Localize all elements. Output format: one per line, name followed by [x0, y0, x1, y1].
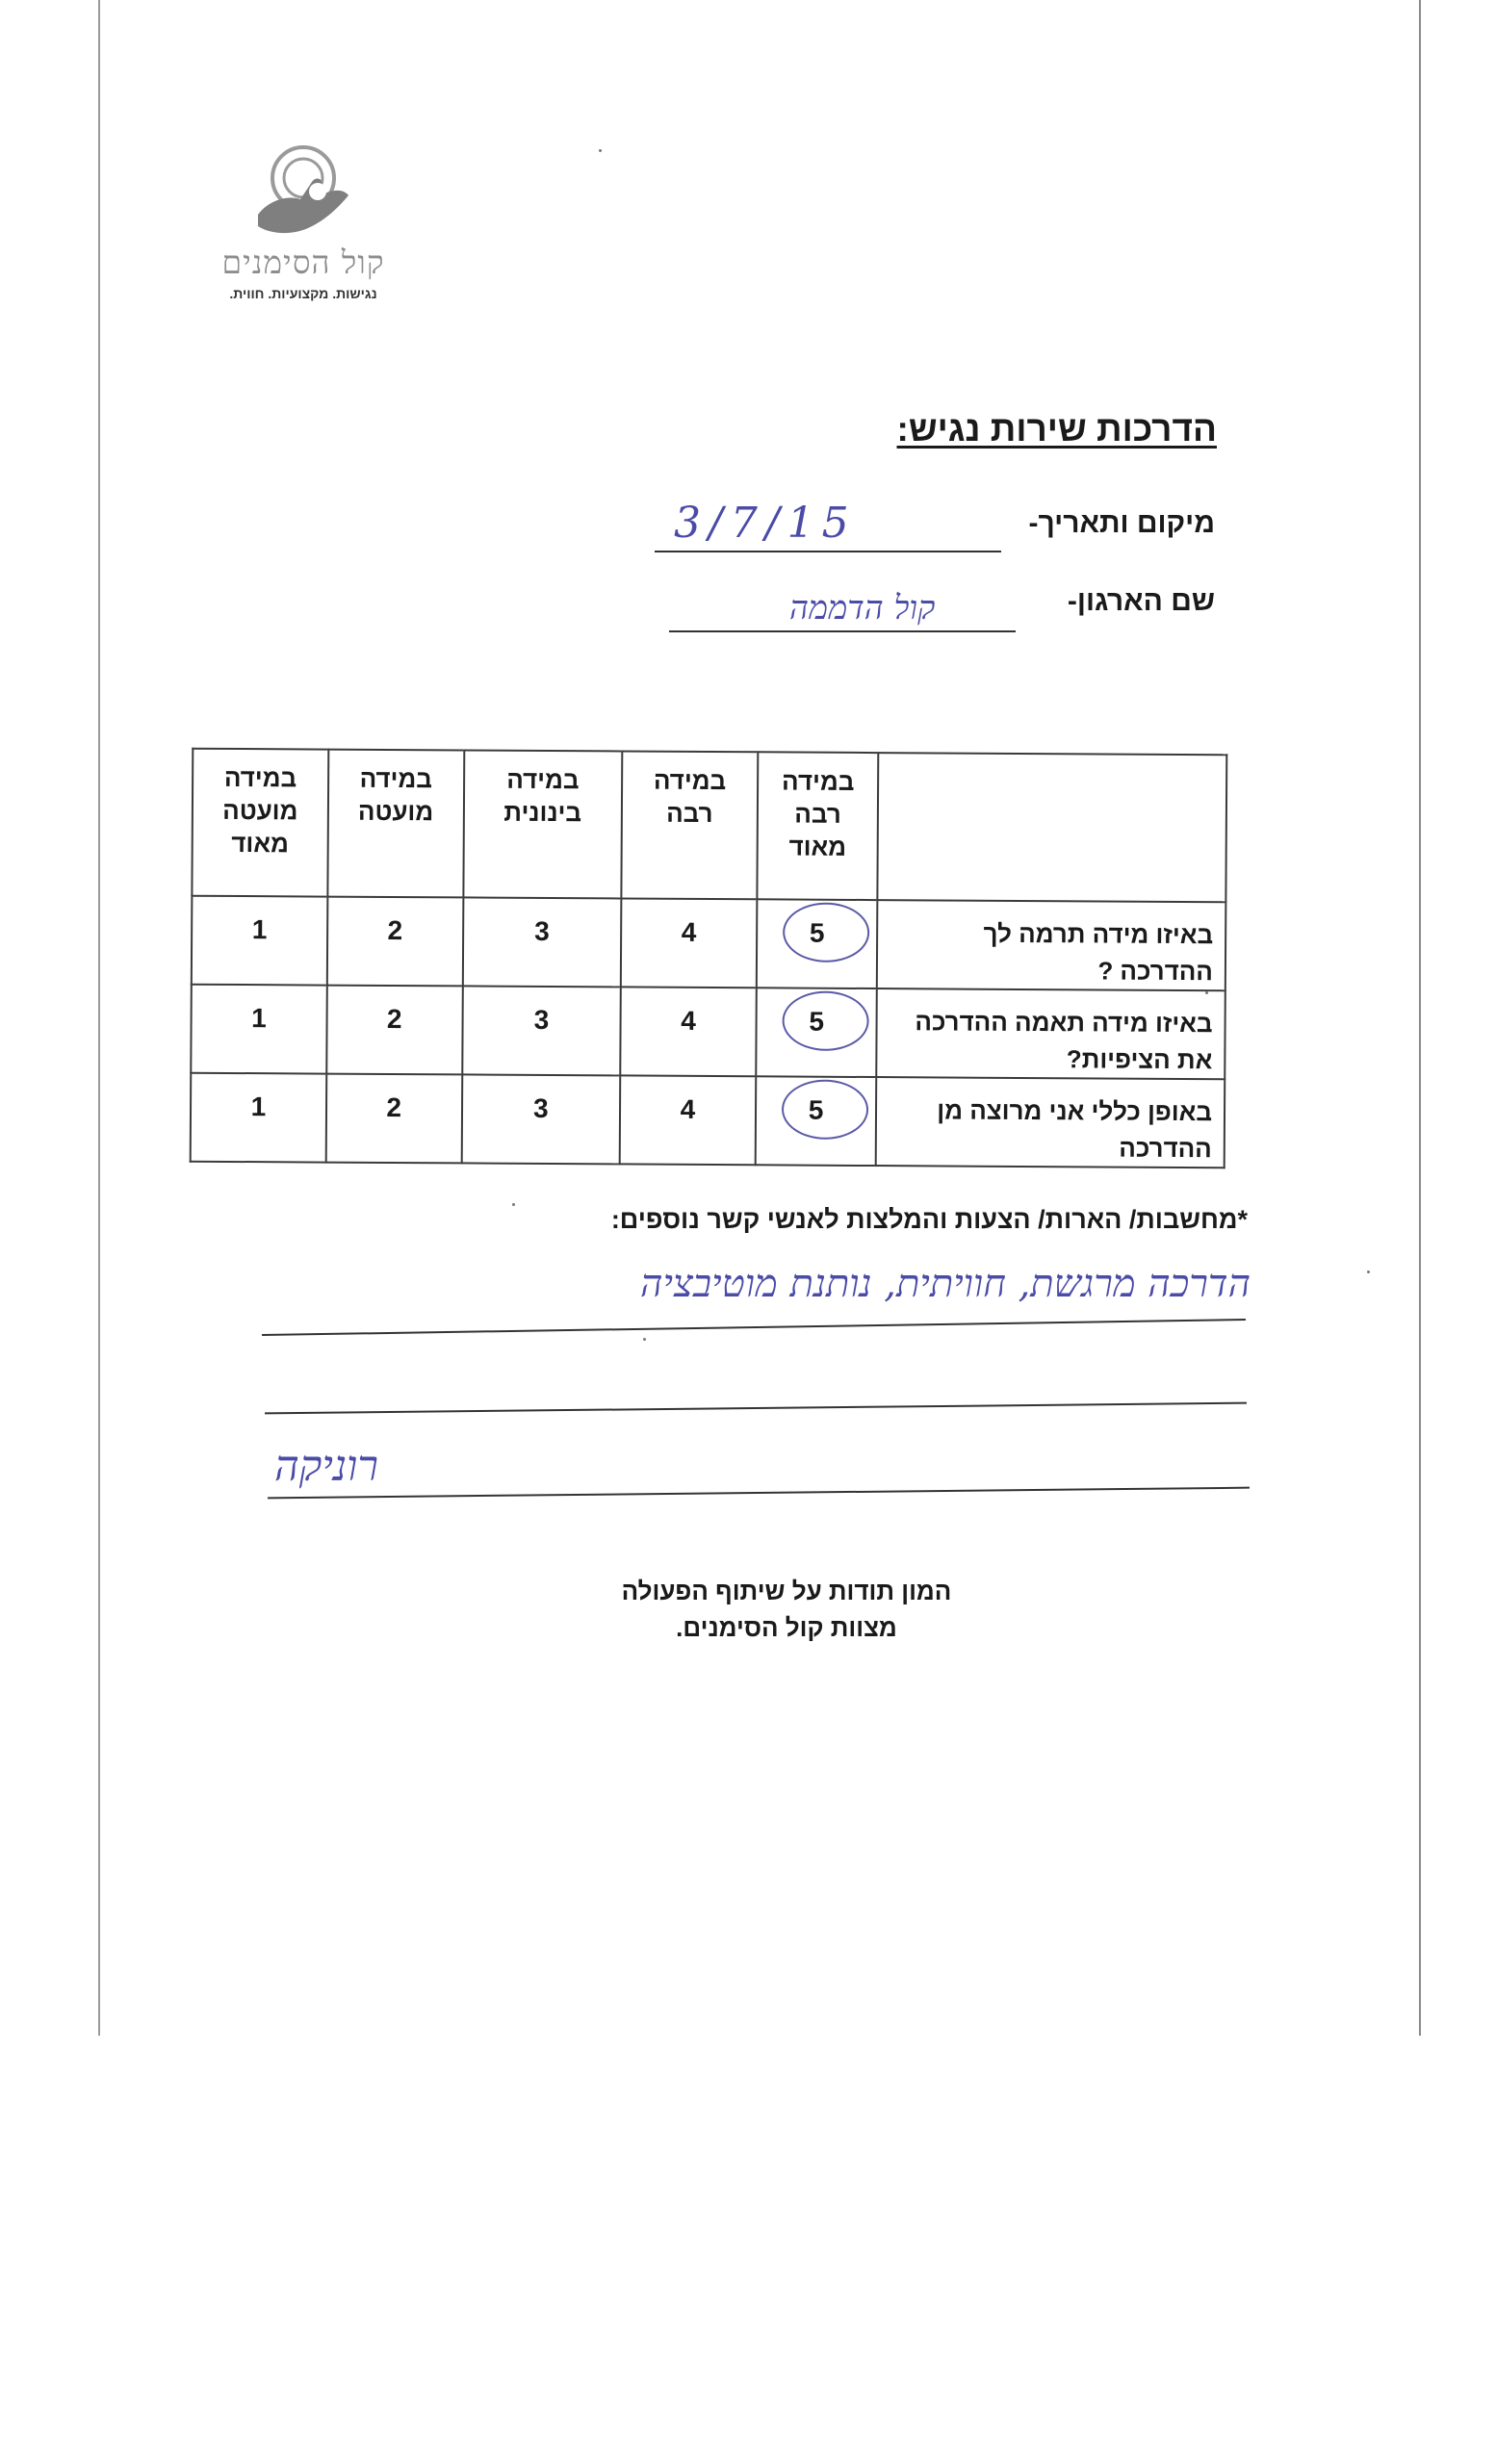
- rating-cell-4: 4: [620, 987, 756, 1076]
- rating-cell-5: [756, 1076, 877, 1166]
- rating-cell-1: 1: [192, 896, 327, 986]
- rating-cell-5: [757, 899, 878, 988]
- org-handwritten: קול הדממה: [789, 589, 936, 628]
- scan-speck: [1205, 991, 1208, 994]
- notes-line-3: [268, 1487, 1250, 1500]
- notes-handwritten-line1: הדרכה מרגשת, חוויתית, נותנת מוטיבציה: [640, 1262, 1251, 1306]
- notes-handwritten-line2: רוניקה: [274, 1442, 379, 1491]
- date-label: מיקום ותאריך-: [1028, 507, 1215, 539]
- scan-speck: [599, 149, 602, 152]
- thanks-line-1: המון תודות על שיתוף הפעולה: [621, 1577, 952, 1605]
- table-row: [191, 985, 1225, 1080]
- date-line: [655, 551, 1001, 552]
- rating-cell-2: 2: [325, 1074, 461, 1164]
- question-satisfaction: באופן כללי אני מרוצה מן ההדרכה: [876, 1077, 1225, 1168]
- logo: [193, 140, 414, 313]
- rating-cell-3: 3: [461, 1074, 620, 1164]
- header-very-much: במידה רבה מאוד: [757, 752, 879, 900]
- scan-edge-left: [98, 0, 100, 2036]
- notes-line-2: [265, 1402, 1247, 1415]
- rating-cell-3: 3: [462, 897, 621, 987]
- rating-cell-2: 2: [327, 897, 463, 987]
- hand-logo-icon: [250, 140, 356, 255]
- org-line: [669, 630, 1016, 632]
- scan-speck: [643, 1338, 646, 1341]
- scan-speck: [1367, 1270, 1370, 1273]
- rating-selected: 5: [809, 917, 825, 948]
- logo-name: קול הסימנים: [221, 244, 385, 281]
- rating-cell-4: 4: [620, 1075, 756, 1165]
- org-label: שם הארגון-: [1067, 585, 1215, 617]
- header-very-little: במידה מועטה מאוד: [192, 749, 328, 897]
- table-row: [192, 896, 1226, 991]
- header-little: במידה מועטה: [327, 750, 464, 898]
- scan-speck: [512, 1203, 515, 1206]
- table-header-row: [192, 749, 1226, 903]
- rating-table: [190, 748, 1228, 1169]
- notes-line-1: [262, 1319, 1246, 1336]
- rating-cell-3: 3: [462, 986, 621, 1075]
- thanks-line-2: מצוות קול הסימנים.: [676, 1613, 897, 1642]
- rating-cell-4: 4: [621, 898, 757, 988]
- page-title: הדרכות שירות נגיש:: [896, 409, 1217, 449]
- notes-label: *מחשבות/ הארות/ הצעות והמלצות לאנשי קשר נוספים:: [610, 1205, 1248, 1234]
- table-row: [191, 1073, 1225, 1168]
- rating-selected: 5: [809, 1006, 825, 1037]
- rating-cell-5: [756, 988, 877, 1077]
- rating-selected: 5: [808, 1094, 824, 1125]
- date-handwritten: 3/7/15: [674, 499, 857, 548]
- question-contribution: באיזו מידה תרמה לך ההדרכה ?: [877, 900, 1225, 990]
- logo-tagline: נגישות. מקצועיות. חווית.: [229, 286, 377, 301]
- question-expectations: באיזו מידה תאמה ההדרכה את הציפיות?: [877, 988, 1225, 1079]
- scan-edge-right: [1419, 0, 1421, 2036]
- header-much: במידה רבה: [621, 751, 758, 899]
- rating-cell-1: 1: [191, 1073, 326, 1163]
- table-header-blank: [878, 753, 1227, 902]
- rating-cell-1: 1: [191, 985, 326, 1074]
- rating-cell-2: 2: [326, 986, 462, 1075]
- header-moderate: במידה בינונית: [463, 750, 622, 898]
